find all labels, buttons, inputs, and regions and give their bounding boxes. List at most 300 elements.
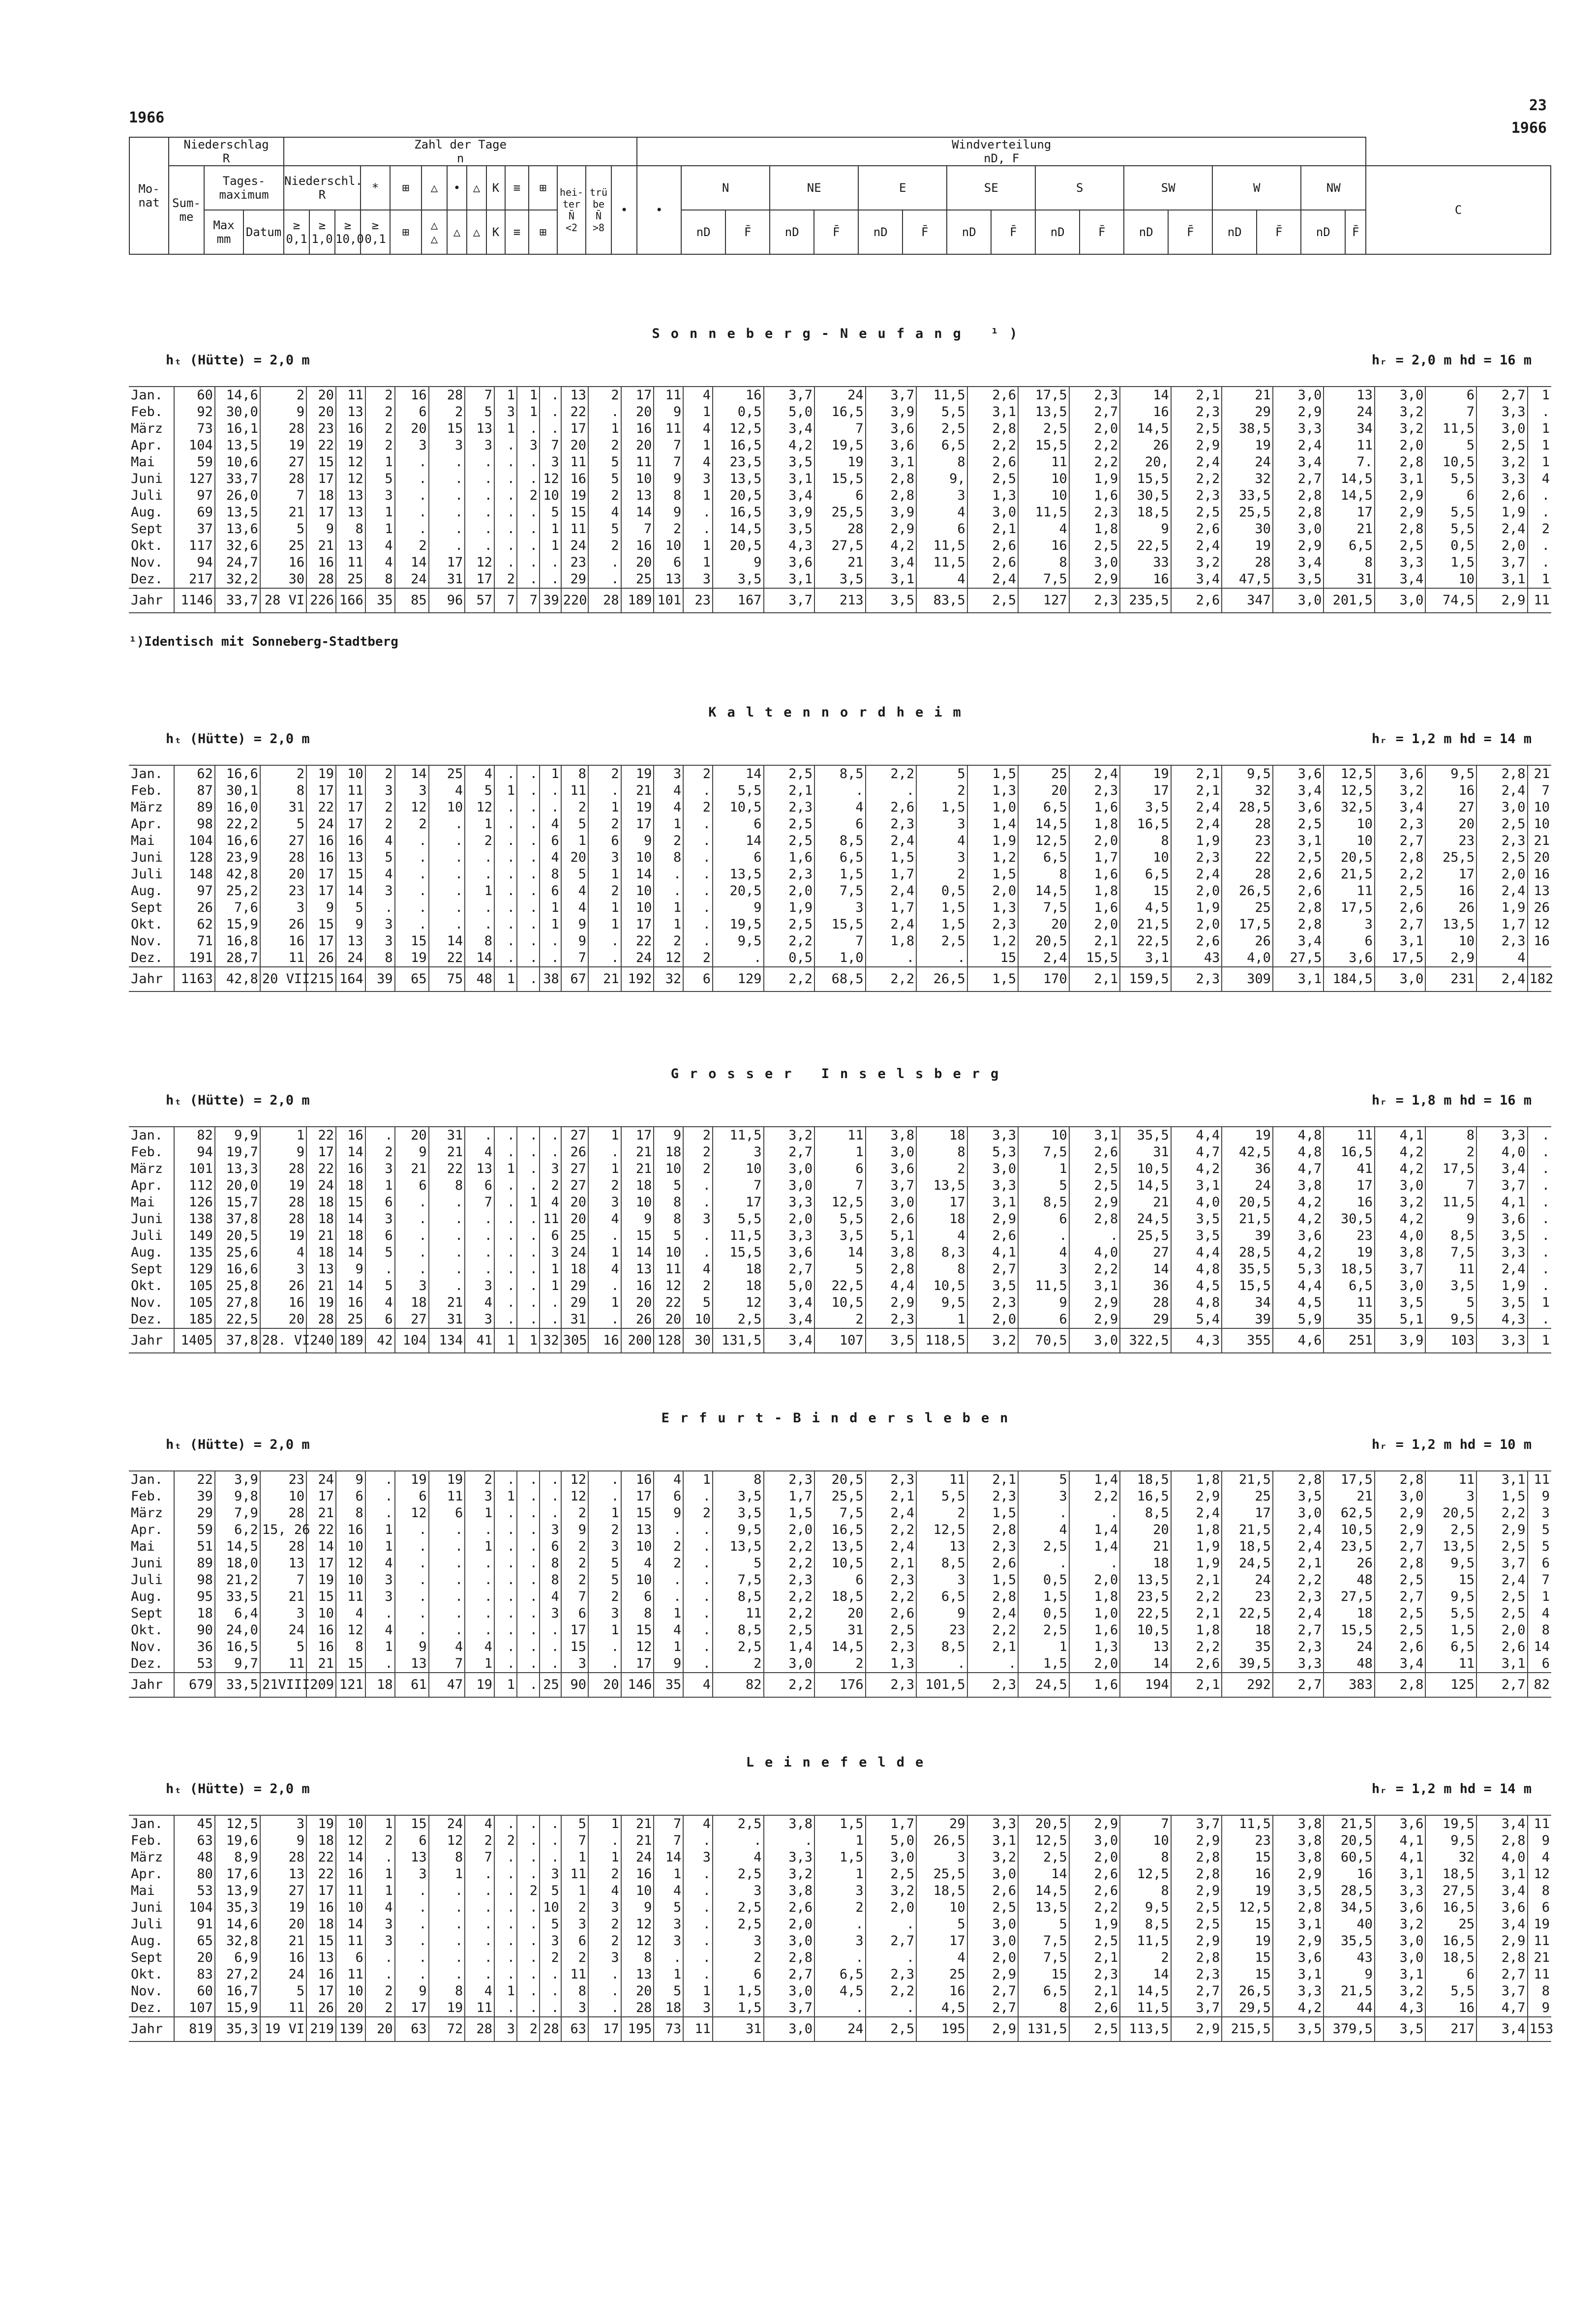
table-cell: 8	[540, 1572, 561, 1589]
table-cell: .	[517, 454, 540, 471]
month-label: Nov.	[131, 1983, 163, 1999]
table-cell: 9,5	[1425, 1832, 1476, 1849]
table-cell: 20	[561, 1211, 588, 1228]
page-number: 23	[1529, 97, 1547, 114]
table-cell: .	[588, 1471, 621, 1488]
month-label: Feb.	[131, 1833, 163, 1848]
table-cell: 6	[365, 1311, 395, 1328]
table-cell: 5,9	[1273, 1311, 1324, 1328]
table-cell: 2	[365, 1832, 395, 1849]
table-cell: 10	[621, 471, 654, 487]
table-cell: 6	[540, 883, 561, 900]
table-cell: 2,0	[967, 883, 1019, 900]
table-cell: 25	[1425, 1916, 1476, 1933]
table-cell: 2	[654, 933, 683, 950]
table-cell: 16,5	[1120, 816, 1171, 833]
table-cell: 24	[1222, 1177, 1273, 1194]
table-cell: 2,5	[916, 933, 967, 950]
month-row	[129, 387, 1551, 404]
table-cell: .	[395, 866, 429, 883]
table-cell: 21	[814, 554, 866, 571]
table-cell: 4,8	[1171, 1261, 1222, 1278]
table-cell: 11	[561, 454, 588, 471]
table-cell: 3,4	[764, 420, 815, 437]
table-cell: 3,0	[1069, 1328, 1120, 1353]
table-cell: 125	[1425, 1673, 1476, 1697]
table-cell: 18,5	[1222, 1538, 1273, 1555]
table-cell: .	[494, 900, 517, 916]
table-cell: .	[494, 1950, 517, 1966]
table-cell: 18	[1222, 1622, 1273, 1639]
table-cell: 14,5	[1018, 1883, 1069, 1899]
table-cell: 3	[365, 1916, 395, 1933]
table-cell: 15	[395, 1815, 429, 1832]
table-cell: .	[1528, 1261, 1551, 1278]
table-cell: 2,4	[866, 1505, 917, 1522]
table-cell: 2,5	[764, 1622, 815, 1639]
table-cell: 1,8	[1171, 1622, 1222, 1639]
table-cell: 6	[1528, 1655, 1551, 1673]
table-cell: 4,0	[1069, 1244, 1120, 1261]
table-cell: 104	[174, 437, 215, 454]
table-cell: .	[494, 1211, 517, 1228]
table-cell: 2,9	[1476, 1522, 1528, 1538]
table-cell: .	[494, 1849, 517, 1866]
table-cell: 7	[260, 487, 306, 504]
table-cell: .	[465, 916, 494, 933]
month-row	[129, 1622, 1551, 1639]
table-cell: 11	[336, 782, 365, 799]
table-cell: 1	[465, 1655, 494, 1673]
table-cell: 31	[260, 799, 306, 816]
table-cell: 27,8	[215, 1294, 260, 1311]
table-cell: 11	[654, 420, 683, 437]
month-row	[129, 1311, 1551, 1328]
table-cell: 3	[260, 1605, 306, 1622]
table-cell: 6	[561, 1605, 588, 1622]
table-cell: 3	[916, 849, 967, 866]
table-cell: 2,2	[1069, 1488, 1120, 1505]
table-cell: 2,1	[866, 1555, 917, 1572]
table-cell: 20	[336, 2000, 365, 2017]
table-cell: 8	[1120, 1883, 1171, 1899]
table-cell: 5	[1018, 1471, 1069, 1488]
table-cell: .	[494, 1815, 517, 1832]
table-cell: .	[365, 1261, 395, 1278]
table-cell: 2,9	[1375, 504, 1426, 521]
table-cell: 1,8	[1069, 521, 1120, 538]
table-cell: .	[494, 1622, 517, 1639]
table-cell: .	[517, 833, 540, 849]
month-row	[129, 816, 1551, 833]
table-cell: 1,5	[1425, 554, 1476, 571]
table-cell: 11	[1018, 454, 1069, 471]
table-cell: 1	[683, 1471, 713, 1488]
table-cell: 14,5	[814, 1639, 866, 1655]
table-cell: 57	[465, 588, 494, 613]
table-cell: 4	[683, 454, 713, 471]
table-cell: .	[517, 1144, 540, 1161]
month-row	[129, 1144, 1551, 1161]
table-cell: 159,5	[1120, 967, 1171, 991]
table-cell: 39	[1222, 1228, 1273, 1244]
table-cell: .	[588, 950, 621, 967]
table-cell: 2,5	[764, 816, 815, 833]
table-cell: 11,5	[1018, 504, 1069, 521]
table-cell: 17	[306, 504, 336, 521]
table-cell: 10	[683, 1311, 713, 1328]
table-cell: 4,1	[1375, 1832, 1426, 1849]
table-cell: 3,5	[1476, 1294, 1528, 1311]
month-row	[129, 404, 1551, 420]
table-cell: 22,5	[1120, 538, 1171, 554]
table-cell: 3,6	[1375, 765, 1426, 782]
table-cell: 16,6	[215, 833, 260, 849]
table-cell: 4	[588, 1883, 621, 1899]
table-cell: .	[395, 471, 429, 487]
table-cell: 22,5	[814, 1278, 866, 1294]
table-cell: 3,0	[1375, 588, 1426, 613]
table-cell: 3	[465, 437, 494, 454]
table-cell: 1	[654, 1966, 683, 1983]
table-cell: 1,6	[1069, 900, 1120, 916]
table-cell: 21	[306, 1655, 336, 1673]
table-cell: 18	[916, 1211, 967, 1228]
table-cell: 8	[654, 849, 683, 866]
table-cell: 31	[814, 1622, 866, 1639]
table-cell: 2,7	[1476, 1966, 1528, 1983]
header-dir-w: W	[1212, 166, 1301, 210]
table-cell: .	[395, 1194, 429, 1211]
table-cell: .	[517, 521, 540, 538]
table-cell: 2,5	[967, 1899, 1019, 1916]
table-cell: .	[683, 1639, 713, 1655]
table-cell: 5,4	[1171, 1311, 1222, 1328]
table-cell: 13,5	[215, 437, 260, 454]
table-cell: 167	[713, 588, 764, 613]
table-cell: .	[429, 1261, 465, 1278]
table-cell: 18,5	[1120, 504, 1171, 521]
table-cell: 3,0	[1476, 799, 1528, 816]
table-cell: 24	[561, 1244, 588, 1261]
table-cell: 5,5	[814, 1211, 866, 1228]
table-cell: .	[517, 1177, 540, 1194]
table-cell: 22	[174, 1471, 215, 1488]
table-cell: 16	[588, 1328, 621, 1353]
table-cell: .	[1018, 1228, 1069, 1244]
table-cell: .	[654, 1522, 683, 1538]
table-cell: 30	[260, 571, 306, 588]
month-label: Dez.	[131, 1656, 163, 1671]
table-cell: 22	[429, 1161, 465, 1177]
table-cell: 2,7	[967, 2000, 1019, 2017]
table-cell: 98	[174, 816, 215, 833]
table-cell: .	[395, 883, 429, 900]
table-cell: 9,5	[1222, 765, 1273, 782]
table-cell: .	[429, 866, 465, 883]
table-cell: 6,5	[1018, 1983, 1069, 2000]
table-cell: 25,5	[916, 1866, 967, 1883]
header-dir-ne: NE	[770, 166, 858, 210]
table-cell: 28	[1222, 816, 1273, 833]
table-cell: .	[395, 1538, 429, 1555]
table-cell: .	[494, 1127, 517, 1144]
table-cell: .	[683, 1572, 713, 1589]
table-cell: 45	[174, 1815, 215, 1832]
table-cell: 29	[561, 571, 588, 588]
table-cell: .	[517, 1589, 540, 1605]
table-cell: 209	[306, 1673, 336, 1697]
table-cell: 2,0	[967, 1311, 1019, 1328]
table-cell: 13	[621, 1261, 654, 1278]
table-cell: 27,5	[1324, 1589, 1375, 1605]
table-cell: 39	[1222, 1311, 1273, 1328]
year-right: 1966	[1511, 120, 1547, 137]
table-cell: 139	[336, 2017, 365, 2041]
table-cell: 3	[683, 1849, 713, 1866]
table-cell: 13	[306, 1950, 336, 1966]
table-cell: .	[395, 1933, 429, 1950]
table-cell: 28	[260, 1194, 306, 1211]
month-row	[129, 538, 1551, 554]
table-cell: .	[494, 950, 517, 967]
table-cell: 17	[1324, 504, 1375, 521]
table-cell: 2,9	[1273, 1866, 1324, 1883]
table-cell: 11	[713, 1605, 764, 1622]
table-cell: 28	[260, 471, 306, 487]
table-cell: .	[683, 1228, 713, 1244]
table-cell: 27	[395, 1311, 429, 1328]
table-cell: 2,6	[967, 1555, 1019, 1572]
table-cell: 1,6	[1069, 1673, 1120, 1697]
table-cell: 16,0	[215, 799, 260, 816]
table-cell: .	[517, 1127, 540, 1144]
table-cell: 16	[336, 1522, 365, 1538]
table-cell: 1	[588, 1127, 621, 1144]
table-cell: .	[814, 1916, 866, 1933]
header-day-counts: Zahl der Tage n	[284, 137, 637, 166]
table-cell: 2	[683, 799, 713, 816]
table-cell: 3	[540, 454, 561, 471]
table-cell: 2	[395, 816, 429, 833]
table-cell: 4,2	[1171, 1161, 1222, 1177]
table-cell: 19	[260, 1899, 306, 1916]
table-cell: 17	[306, 883, 336, 900]
table-cell: 1,5	[967, 866, 1019, 883]
table-cell: 104	[174, 833, 215, 849]
table-cell: 19,5	[1425, 1815, 1476, 1832]
table-cell: 4	[683, 1673, 713, 1697]
table-cell: 12	[336, 1622, 365, 1639]
table-cell: 2,7	[764, 1966, 815, 1983]
station-block	[129, 307, 1551, 652]
table-cell: 10	[306, 1605, 336, 1622]
table-cell: 10	[1324, 833, 1375, 849]
table-cell: 2,5	[1171, 420, 1222, 437]
table-cell: 2,4	[866, 833, 917, 849]
table-cell: 5,3	[1273, 1261, 1324, 1278]
table-cell: 2,4	[866, 883, 917, 900]
header-month: Mo- nat	[129, 137, 169, 254]
table-cell: 69	[174, 504, 215, 521]
table-cell: 1	[588, 1161, 621, 1177]
table-cell: 8	[654, 1194, 683, 1211]
table-cell: 4	[1476, 950, 1528, 967]
table-cell: 17	[336, 816, 365, 833]
table-cell: 2,3	[967, 1673, 1019, 1697]
month-row	[129, 765, 1551, 782]
table-cell: 231	[1425, 967, 1476, 991]
table-cell: 1,5	[967, 1505, 1019, 1522]
table-cell: .	[494, 816, 517, 833]
table-cell: 18	[336, 1228, 365, 1244]
table-cell: 26	[260, 1278, 306, 1294]
month-row	[129, 1832, 1551, 1849]
table-cell: 2	[588, 437, 621, 454]
table-cell: 20	[1120, 1522, 1171, 1538]
table-cell: .	[683, 1522, 713, 1538]
month-row	[129, 1916, 1551, 1933]
table-cell: 23	[916, 1622, 967, 1639]
table-cell: 16	[621, 1278, 654, 1294]
table-cell: 19	[260, 437, 306, 454]
table-cell: 89	[174, 1555, 215, 1572]
table-cell: 3,7	[764, 387, 815, 404]
table-cell: 4,4	[1171, 1244, 1222, 1261]
table-cell: 2,5	[764, 833, 815, 849]
table-cell: 7	[814, 933, 866, 950]
table-cell: 15	[306, 1933, 336, 1950]
table-cell: .	[494, 1589, 517, 1605]
table-cell: 3,5	[1171, 1211, 1222, 1228]
table-cell: 39	[174, 1488, 215, 1505]
table-cell: .	[365, 1471, 395, 1488]
table-cell: 14	[336, 883, 365, 900]
table-cell: 2,0	[1476, 1622, 1528, 1639]
table-cell: 27	[1425, 799, 1476, 816]
table-cell: 1	[465, 1505, 494, 1522]
table-cell: 27	[1120, 1244, 1171, 1261]
table-cell: 3,4	[1171, 571, 1222, 588]
table-cell: .	[866, 2000, 917, 2017]
table-cell: 19	[306, 1572, 336, 1589]
table-cell: 3,4	[764, 487, 815, 504]
table-cell: 9,8	[215, 1488, 260, 1505]
table-cell: 13	[621, 487, 654, 504]
table-cell: .	[540, 554, 561, 571]
station-data-table	[129, 765, 1554, 992]
table-cell: 20	[174, 1950, 215, 1966]
table-cell	[1528, 950, 1551, 967]
table-cell: 2,2	[1171, 1589, 1222, 1605]
table-cell: 2,3	[1069, 588, 1120, 613]
table-cell: 2,3	[764, 1471, 815, 1488]
table-cell: 14	[1120, 387, 1171, 404]
table-cell: 2,3	[1375, 816, 1426, 833]
table-cell: 3	[517, 437, 540, 454]
table-cell: .	[683, 833, 713, 849]
table-cell: 1	[654, 1639, 683, 1655]
table-cell: 20	[1425, 816, 1476, 833]
month-label: Sept	[131, 1950, 163, 1965]
month-label: Dez.	[131, 2000, 163, 2015]
table-cell: 22	[306, 1522, 336, 1538]
table-cell: 14	[465, 950, 494, 967]
table-cell: 25	[561, 1228, 588, 1244]
table-cell: 11	[336, 554, 365, 571]
rain-wind-height: hᵣ = 1,8 m hd = 16 m	[1371, 1093, 1532, 1108]
table-cell: 15	[306, 454, 336, 471]
table-cell: .	[494, 1177, 517, 1194]
table-cell: 2,5	[713, 1815, 764, 1832]
table-cell: .	[517, 1261, 540, 1278]
table-cell: 22	[306, 1161, 336, 1177]
table-cell: 3,2	[764, 1127, 815, 1144]
table-cell: 14	[713, 833, 764, 849]
table-cell: 25,5	[814, 504, 866, 521]
table-cell: .	[517, 967, 540, 991]
table-cell: 10,5	[814, 1294, 866, 1311]
table-cell: 2,2	[967, 1622, 1019, 1639]
table-cell: 107	[814, 1328, 866, 1353]
table-cell: 153	[1528, 2017, 1551, 2041]
table-cell: 19	[260, 1228, 306, 1244]
table-cell: .	[588, 1228, 621, 1244]
table-cell: 13	[1120, 1639, 1171, 1655]
table-cell: 1,8	[1171, 1522, 1222, 1538]
table-cell: 20	[395, 420, 429, 437]
table-cell: 3	[713, 1144, 764, 1161]
table-cell: 105	[174, 1294, 215, 1311]
table-cell: 819	[174, 2017, 215, 2041]
table-cell: 7	[517, 588, 540, 613]
table-cell: .	[465, 1127, 494, 1144]
table-cell: 4,8	[1273, 1127, 1324, 1144]
table-cell: 48	[174, 1849, 215, 1866]
table-cell: 2,5	[967, 471, 1019, 487]
table-cell: 1,0	[1069, 1605, 1120, 1622]
table-cell: 2	[561, 1505, 588, 1522]
table-cell: 17	[916, 1933, 967, 1950]
table-cell: 18	[395, 1294, 429, 1311]
table-cell: 2,2	[967, 437, 1019, 454]
table-cell: 2,5	[916, 420, 967, 437]
table-cell: 3,0	[1476, 420, 1528, 437]
table-cell: 11	[1425, 1655, 1476, 1673]
table-cell: 65	[174, 1933, 215, 1950]
table-cell: 129	[174, 1261, 215, 1278]
table-cell: 11,5	[1425, 420, 1476, 437]
table-cell: 0,5	[1018, 1572, 1069, 1589]
month-label: Jan.	[131, 1472, 163, 1487]
table-cell: 1,5	[814, 1815, 866, 1832]
table-cell: 3,5	[1273, 1883, 1324, 1899]
year-total-row	[129, 1673, 1551, 1697]
table-cell: 3,3	[1375, 554, 1426, 571]
year-total-row	[129, 1328, 1551, 1353]
table-cell: 13	[1324, 387, 1375, 404]
table-cell: 2,8	[1171, 1950, 1222, 1966]
table-cell: 1	[588, 420, 621, 437]
month-label: März	[131, 800, 163, 815]
month-row	[129, 1966, 1551, 1983]
table-cell: 15	[306, 1589, 336, 1605]
table-cell: 12	[561, 1488, 588, 1505]
table-cell: 11	[1425, 1471, 1476, 1488]
table-cell: 1	[540, 1261, 561, 1278]
table-cell: 3,7	[1171, 2000, 1222, 2017]
table-cell: 1,5	[866, 849, 917, 866]
